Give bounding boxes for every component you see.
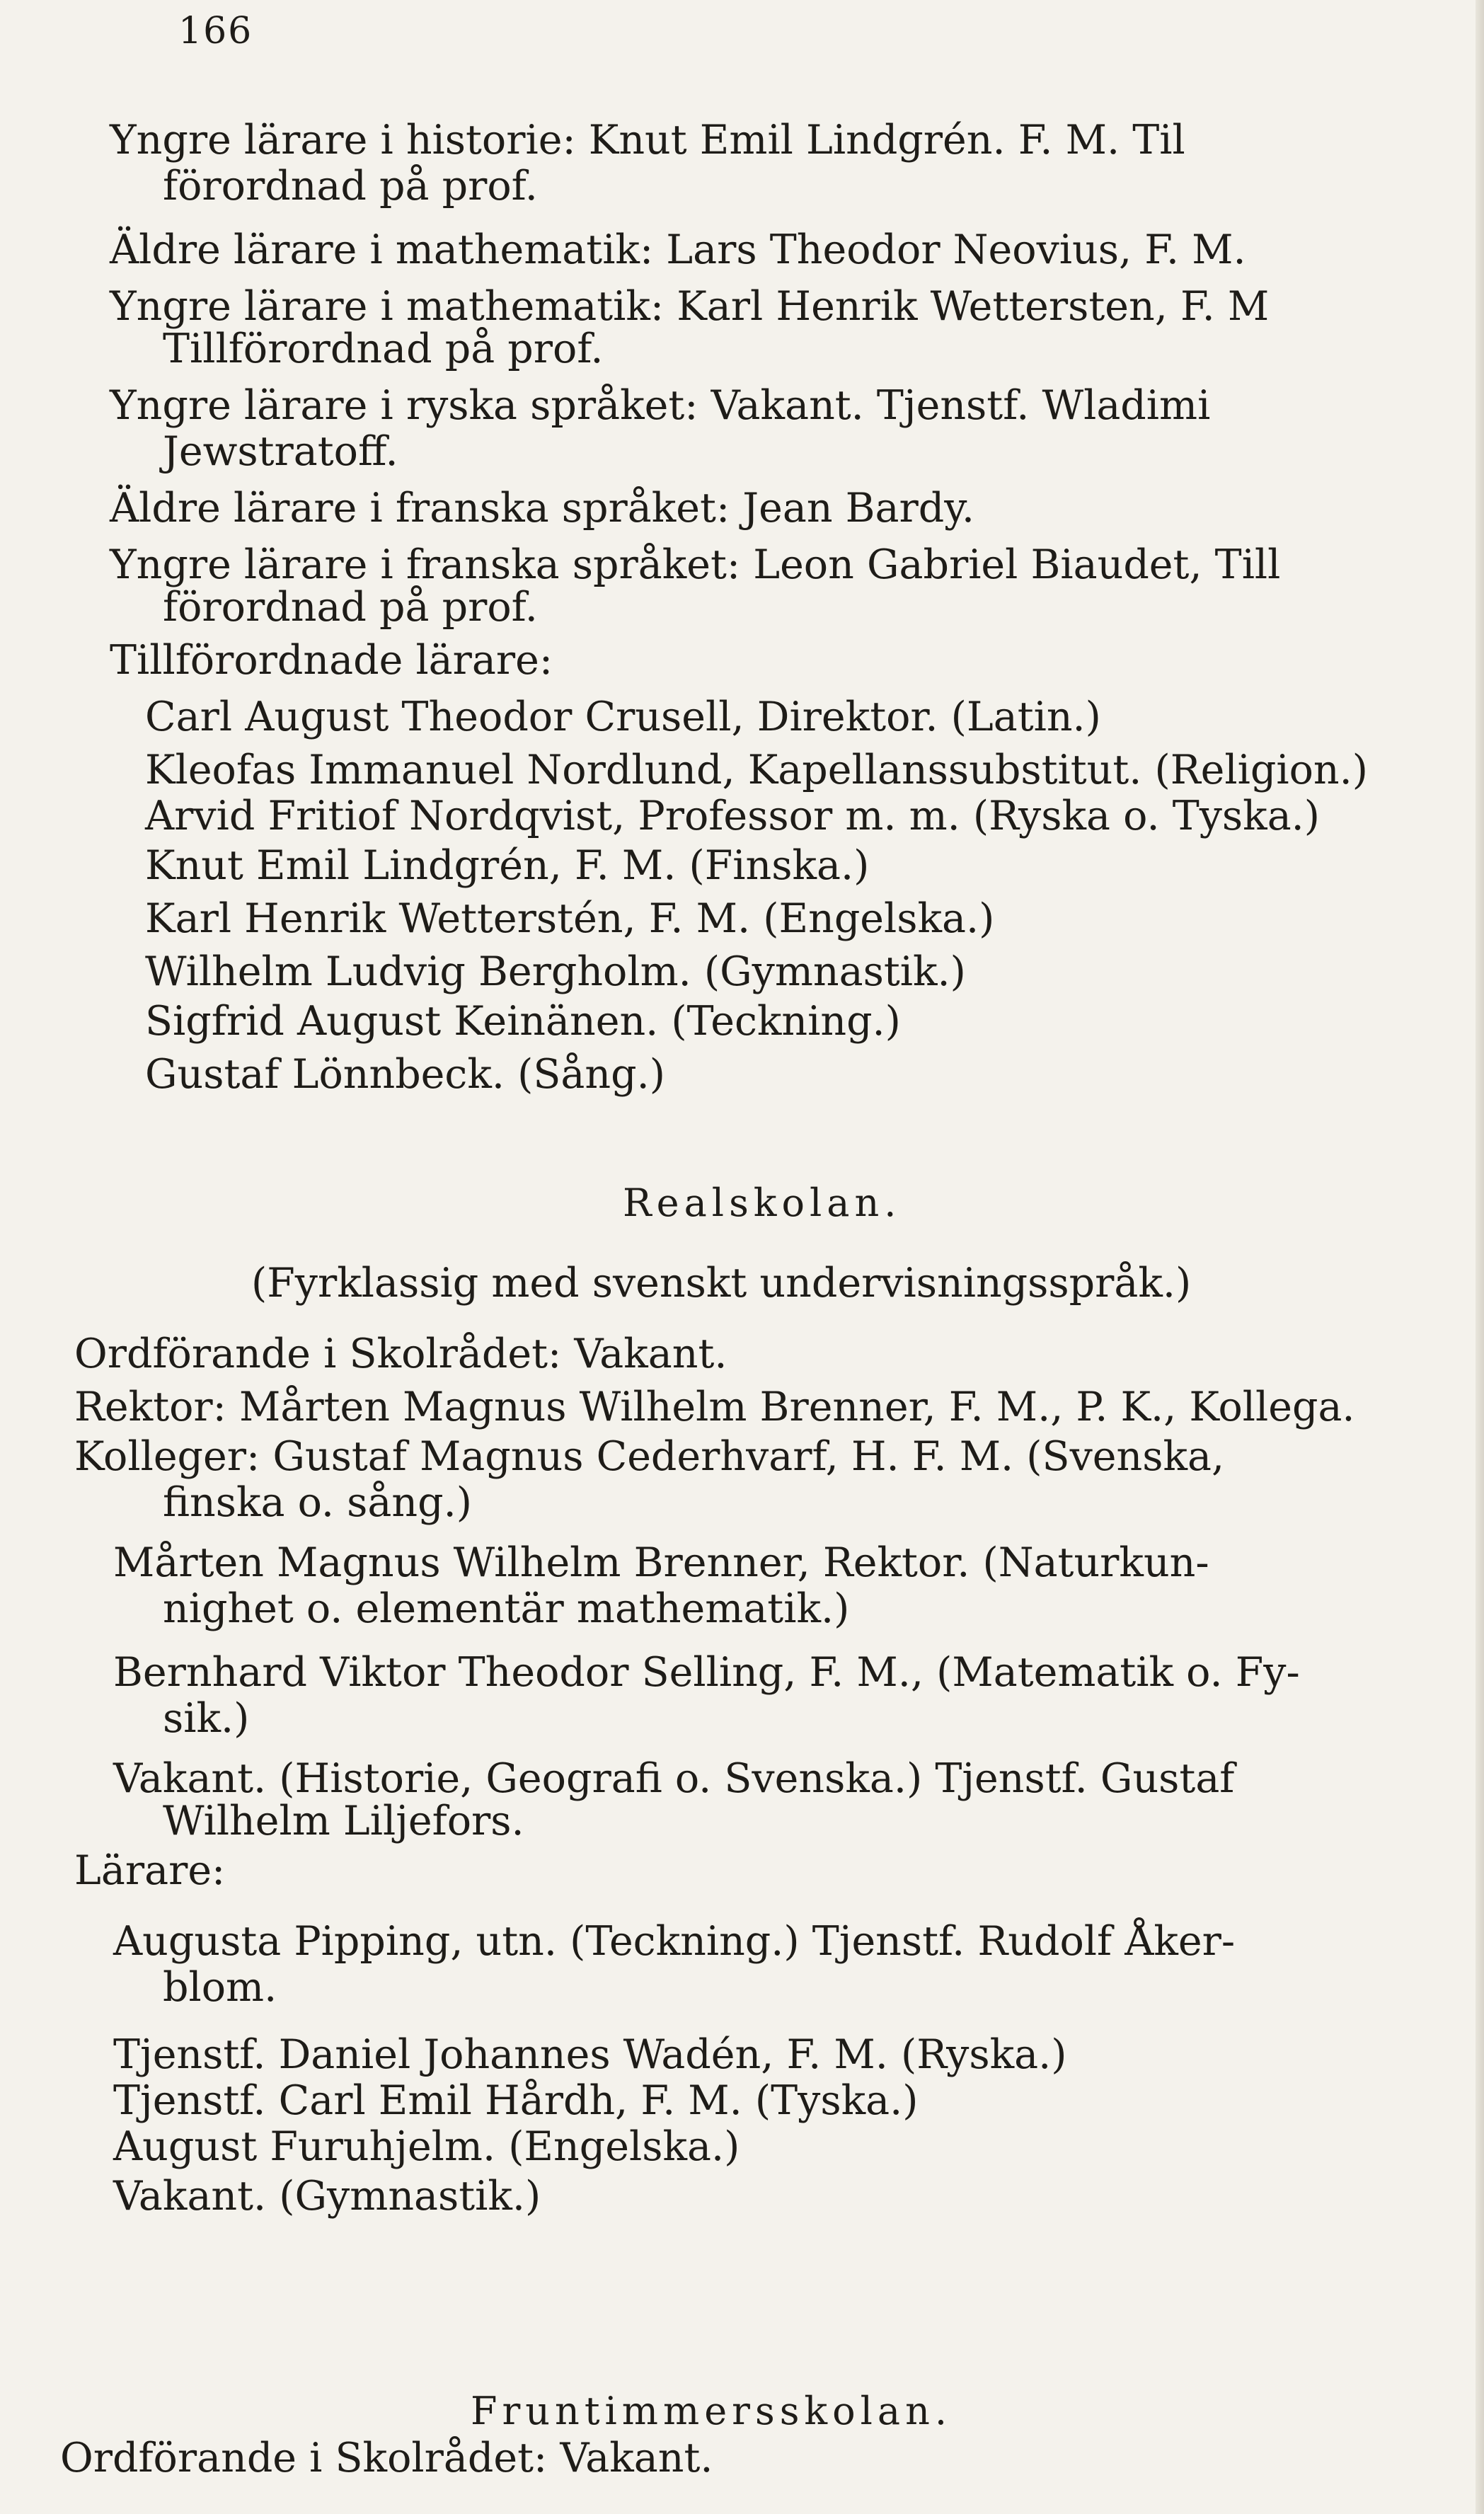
text-line: Arvid Fritiof Nordqvist, Professor m. m. (Ryska o. Tyska.) [145,793,1321,839]
text-line: Mårten Magnus Wilhelm Brenner, Rektor. (Naturkun- [113,1539,1209,1586]
text-line: blom. [163,1964,277,2011]
text-line: Lärare: [74,1847,226,1894]
text-line: Yngre lärare i ryska språket: Vakant. Tjenstf. Wladimi [110,382,1211,429]
text-line: Rektor: Mårten Magnus Wilhelm Brenner, F. M., P. K., Kollega. [74,1384,1355,1430]
text-line: förordnad på prof. [163,584,538,631]
text-line: Yngre lärare i mathematik: Karl Henrik Wettersten, F. M [110,283,1270,330]
text-line: Wilhelm Ludvig Bergholm. (Gymnastik.) [145,948,966,995]
text-line: Jewstratoff. [163,428,398,475]
page-number: 166 [178,10,253,52]
realskolan-heading: Realskolan. [623,1181,902,1225]
text-line: Äldre lärare i mathematik: Lars Theodor Neovius, F. M. [110,226,1246,273]
text-line: Äldre lärare i franska språket: Jean Bardy. [110,485,975,532]
text-line: Bernhard Viktor Theodor Selling, F. M., (Matematik o. Fy- [113,1649,1300,1696]
text-line: Sigfrid August Keinänen. (Teckning.) [145,998,901,1045]
realskolan-subheading: (Fyrklassig med svenskt undervisningsspråk.) [251,1260,1192,1307]
text-line: Kolleger: Gustaf Magnus Cederhvarf, H. F. M. (Svenska, [74,1433,1225,1480]
text-line: August Furuhjelm. (Engelska.) [113,2123,740,2170]
text-line: Ordförande i Skolrådet: Vakant. [74,1331,727,1377]
text-line: Vakant. (Historie, Geografi o. Svenska.) Tjenstf. Gustaf [113,1755,1235,1802]
text-line: Kleofas Immanuel Nordlund, Kapellanssubstitut. (Religion.) [145,747,1368,793]
text-line: finska o. sång.) [163,1479,472,1526]
text-line: Ordförande i Skolrådet: Vakant. [60,2435,713,2481]
fruntimmersskolan-heading: Fruntimmersskolan. [471,2389,953,2433]
text-line: Tillförordnad på prof. [163,326,604,372]
text-line: Tjenstf. Daniel Johannes Wadén, F. M. (Ryska.) [113,2031,1067,2078]
text-line: Augusta Pipping, utn. (Teckning.) Tjenstf. Rudolf Åker- [113,1918,1236,1965]
text-line: Tjenstf. Carl Emil Hårdh, F. M. (Tyska.) [113,2077,919,2124]
text-line: Wilhelm Liljefors. [163,1798,524,1844]
text-line: Tillförordnade lärare: [110,637,553,684]
text-line: förordnad på prof. [163,163,538,210]
text-line: Gustaf Lönnbeck. (Sång.) [145,1051,665,1098]
text-line: Karl Henrik Wetterstén, F. M. (Engelska.) [145,895,995,942]
text-line: nighet o. elementär mathematik.) [163,1585,850,1632]
page-edge [1476,0,1484,2514]
text-line: Vakant. (Gymnastik.) [113,2173,541,2220]
text-line: Yngre lärare i historie: Knut Emil Lindgrén. F. M. Til [110,117,1185,163]
text-line: sik.) [163,1695,250,1742]
text-line: Carl August Theodor Crusell, Direktor. (Latin.) [145,694,1101,740]
text-line: Knut Emil Lindgrén, F. M. (Finska.) [145,842,870,889]
text-line: Yngre lärare i franska språket: Leon Gabriel Biaudet, Till [110,541,1281,588]
